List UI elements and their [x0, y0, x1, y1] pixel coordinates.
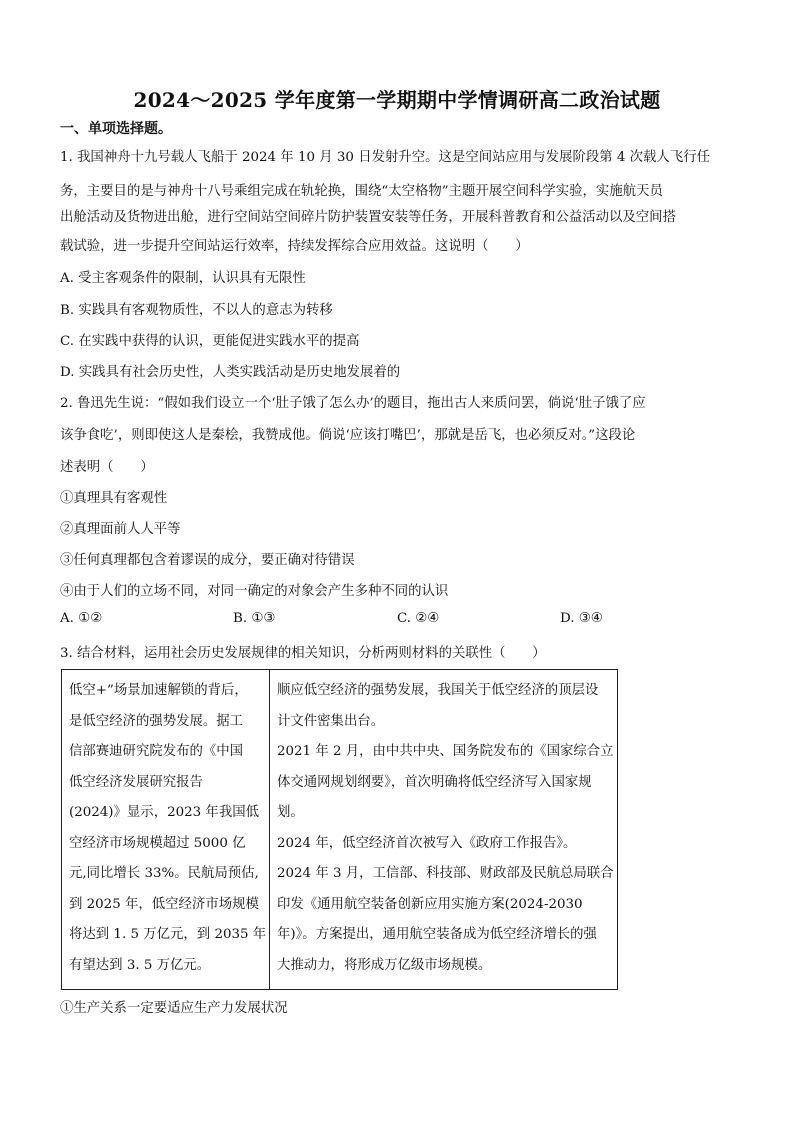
q1-option-b: B. 实践具有客观物质性，不以人的意志为转移 [60, 303, 333, 318]
section-heading: 一、单项选择题。 [60, 121, 172, 137]
q3-right-line: 2021 年 2 月，由中共中央、国务院发布的《国家综合立 [277, 744, 614, 759]
q3-left-line: 元,同比增长 33%。民航局预估, [69, 866, 259, 881]
q3-right-line: 划。 [277, 805, 304, 820]
q1-option-d: D. 实践具有社会历史性，人类实践活动是历史地发展着的 [60, 365, 401, 380]
q3-left-line: 低空经济发展研究报告 [69, 774, 203, 790]
q3-right-line: 顺应低空经济的强势发展，我国关于低空经济的顶层设 [277, 683, 599, 698]
q2-statement-4: ④由于人们的立场不同，对同一确定的对象会产生多种不同的认识 [60, 584, 449, 599]
q1-stem-line: 载试验，进一步提升空间站运行效率，持续发挥综合应用效益。这说明（ ） [60, 239, 529, 254]
q2-option-a: A. ①② [60, 611, 103, 626]
q3-left-line: 到 2025 年，低空经济市场规模 [69, 896, 259, 912]
page-title: 2024～2025 学年度第一学期期中学情调研高二政治试题 [133, 88, 661, 112]
q3-material-right [270, 670, 618, 990]
q3-left-line: 有望达到 3. 5 万亿元。 [69, 957, 211, 973]
q2-option-c: C. ②④ [397, 611, 440, 626]
q2-stem-line: 该争食吃’，则即使这人是秦桧，我赞成他。倘说‘应该打嘴巴’，那就是岳飞，也必须反对。”这段论 [60, 428, 636, 443]
q3-right-line: 2024 年，低空经济首次被写入《政府工作报告》。 [277, 835, 577, 851]
q2-statement-1: ①真理具有客观性 [60, 491, 168, 506]
q2-stem-line: 述表明（ ） [60, 460, 154, 475]
q3-right-line: 年)》。方案提出，通用航空装备成为低空经济增长的强 [277, 927, 597, 942]
q2-stem-line: 2. 鲁迅先生说：“假如我们设立一个‘肚子饿了怎么办’的题目，拖出古人来质问罢，倘说‘肚子饿了应 [60, 396, 646, 411]
q1-stem-line: 1. 我国神舟十九号载人飞船于 2024 年 10 月 30 日发射升空。这是空间站应用与发展阶段第 4 次载人飞行任 [60, 150, 710, 165]
q3-right-line: 体交通网规划纲要》，首次明确将低空经济写入国家规 [277, 774, 592, 790]
q1-stem-line: 务，主要目的是与神舟十八号乘组完成在轨轮换，围绕“太空格物”主题开展空间科学实验，实施航天员 [60, 184, 663, 199]
q3-material-table [61, 669, 618, 990]
q2-option-b: B. ①③ [233, 611, 276, 626]
q3-left-line: 将达到 1. 5 万亿元，到 2035 年 [69, 927, 267, 942]
q3-left-line: (2024)》显示，2023 年我国低 [69, 805, 259, 820]
q3-right-line: 印发《通用航空装备创新应用实施方案(2024-2030 [277, 896, 583, 912]
q3-left-line: 是低空经济的强势发展。据工 [69, 713, 244, 729]
q3-left-line: 低空+”场景加速解锁的背后， [69, 683, 248, 698]
q3-right-line: 计文件密集出台。 [277, 713, 385, 729]
q3-left-line: 信部赛迪研究院发布的《中国 [69, 744, 244, 759]
q3-right-line: 大推动力，将形成万亿级市场规模。 [277, 957, 492, 973]
q3-right-line: 2024 年 3 月，工信部、科技部、财政部及民航总局联合 [277, 866, 614, 881]
q1-option-c: C. 在实践中获得的认识，更能促进实践水平的提高 [60, 334, 360, 349]
q1-stem-line: 出舱活动及货物进出舱，进行空间站空间碎片防护装置安装等任务，开展科普教育和公益活动以及空间搭 [60, 210, 676, 225]
q2-statement-2: ②真理面前人人平等 [60, 522, 181, 537]
q2-option-d: D. ③④ [560, 611, 603, 626]
q3-material-left [62, 670, 270, 990]
q3-stem: 3. 结合材料，运用社会历史发展规律的相关知识，分析两则材料的关联性（ ） [60, 646, 546, 661]
q3-statement-1: ①生产关系一定要适应生产力发展状况 [60, 1001, 288, 1016]
q1-option-a: A. 受主客观条件的限制，认识具有无限性 [60, 271, 306, 286]
q2-options [60, 611, 620, 631]
q2-statement-3: ③任何真理都包含着谬误的成分，要正确对待错误 [60, 553, 355, 568]
q3-left-line: 空经济市场规模超过 5000 亿 [69, 835, 246, 851]
